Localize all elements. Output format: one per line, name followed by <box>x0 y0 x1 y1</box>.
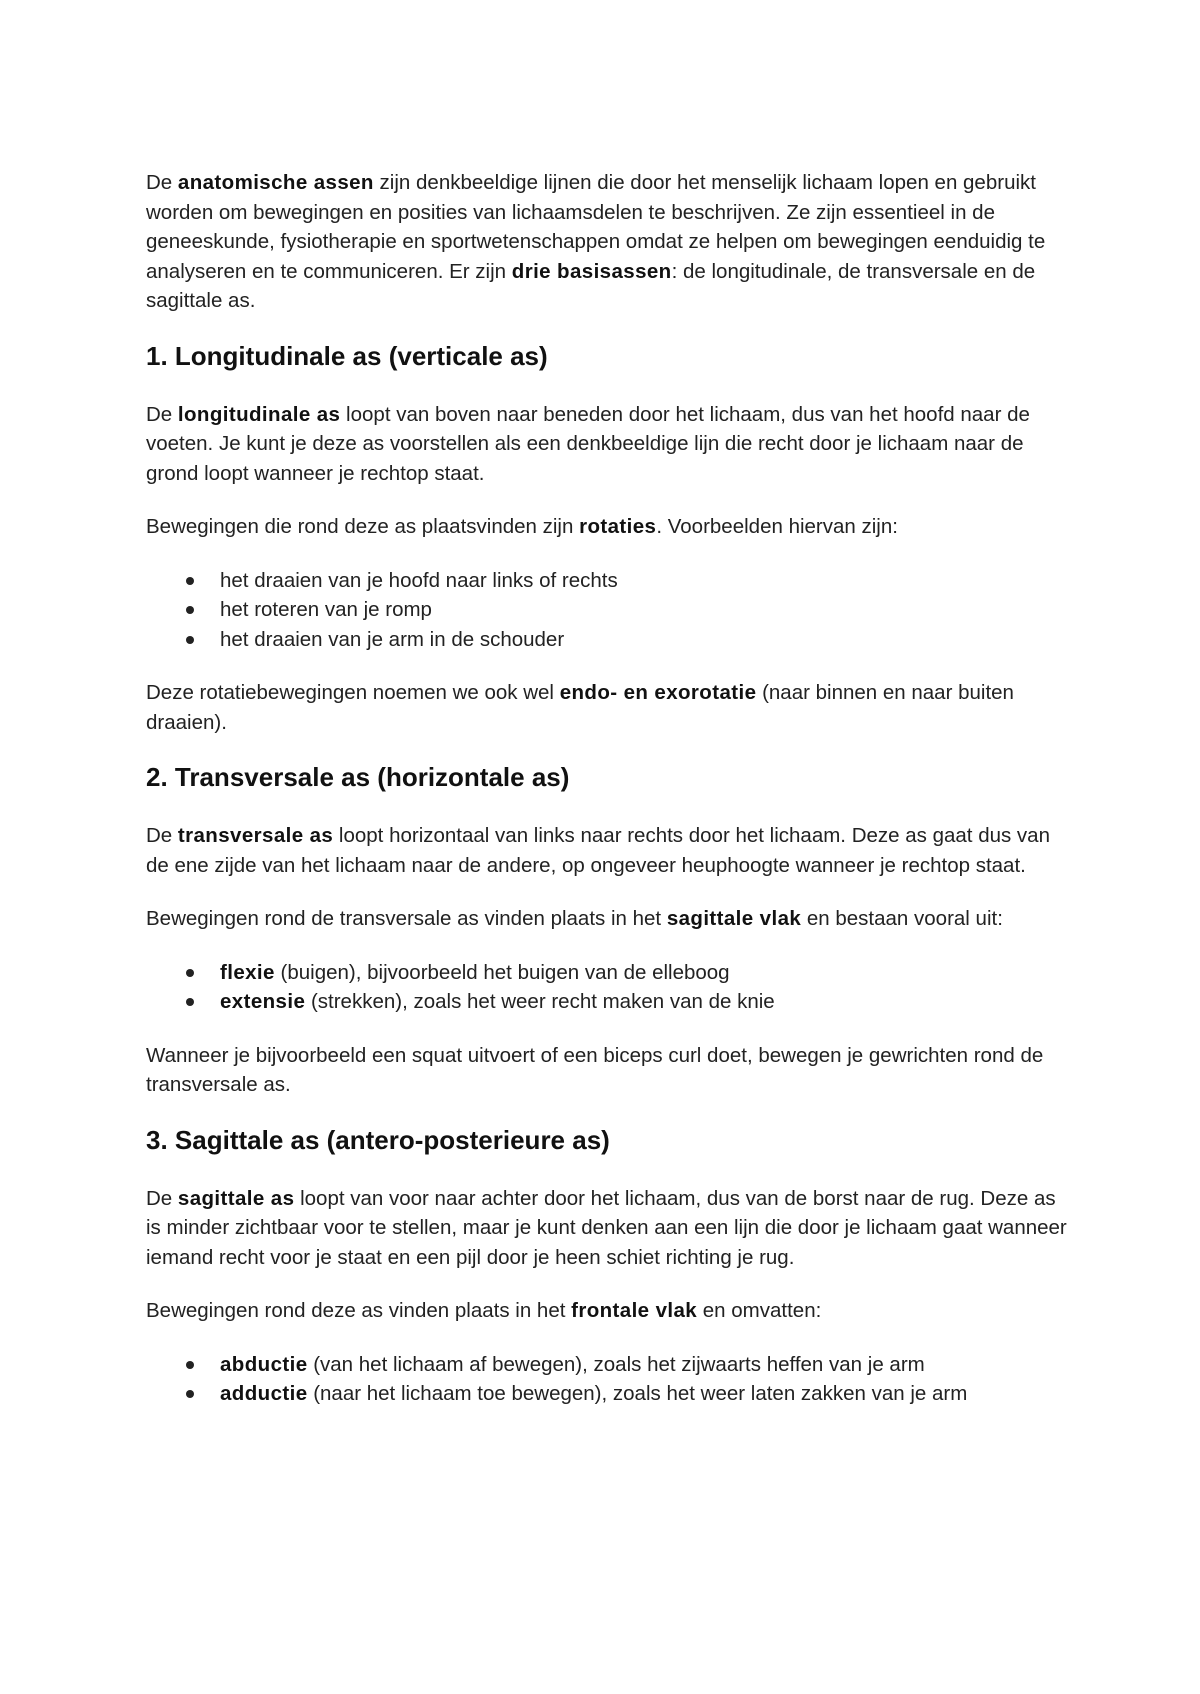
section-2-paragraph-1: De transversale as loopt horizontaal van links naar rechts door het lichaam. Deze as gaat dus van de ene zijde van het lichaam naar de andere, op ongeveer heuphoogte wanneer je rechtop staat. <box>146 824 1050 877</box>
section-3-heading: 3. Sagittale as (antero-posterieure as) <box>146 1124 610 1155</box>
intro-text: zijn denkbeeldige lijnen die door het menselijk lichaam lopen en gebruikt worden om bewegingen en posities van lichaamsdelen te beschrijven. Ze zijn essentieel in de geneeskunde, fysiotherapie en sportwetenschappen omdat ze helpen om bewegingen eenduidig te analyseren en te communiceren. Er zijn <box>146 171 1046 283</box>
list-item: het draaien van je hoofd naar links of rechts <box>146 566 1076 596</box>
section-2-paragraph-2: Bewegingen rond de transversale as vinden plaats in het sagittale vlak en bestaan vooral uit: <box>146 907 1003 930</box>
list-item: adductie (naar het lichaam toe bewegen), zoals het weer laten zakken van je arm <box>146 1379 1076 1409</box>
list-item: extensie (strekken), zoals het weer recht maken van de knie <box>146 987 1076 1017</box>
term-transversale-as: transversale as <box>177 824 334 847</box>
section-2-heading: 2. Transversale as (horizontale as) <box>146 762 570 792</box>
term-longitudinale-as: longitudinale as <box>177 402 341 426</box>
bullet-icon <box>186 636 194 644</box>
list-item: abductie (van het lichaam af bewegen), zoals het zijwaarts heffen van je arm <box>146 1350 1076 1380</box>
section-1-paragraph-1: De longitudinale as loopt van boven naar beneden door het lichaam, dus van het hoofd naar de voeten. Je kunt je deze as voorstellen als een denkbeeldige lijn die recht door je lichaam naar de grond loopt wanneer je rechtop staat. <box>146 402 1030 485</box>
term-rotaties: rotaties <box>579 515 657 538</box>
bullet-icon <box>186 577 194 585</box>
intro-term-drie-basisassen: drie basisassen <box>511 259 672 283</box>
bullet-icon <box>186 606 194 614</box>
bullet-icon <box>186 969 194 977</box>
term-frontale-vlak: frontale vlak <box>571 1299 698 1322</box>
section-1-heading: 1. Longitudinale as (verticale as) <box>146 340 548 371</box>
document-page <box>146 168 1076 1433</box>
section-3-paragraph-1: De sagittale as loopt van voor naar achter door het lichaam, dus van de borst naar de rug. Deze as is minder zichtbaar voor te stellen, maar je kunt denken aan een lijn die door je lichaam gaat wanneer iemand recht voor je staat en een pijl door je heen schiet richting je rug. <box>146 1186 1067 1269</box>
intro-text: De <box>146 171 178 194</box>
intro-paragraph <box>146 168 1076 316</box>
term-sagittale-vlak: sagittale vlak <box>666 907 802 930</box>
bullet-icon <box>186 1390 194 1398</box>
term-endo-exorotatie: endo- en exorotatie <box>559 681 757 704</box>
section-1-paragraph-2: Bewegingen die rond deze as plaatsvinden zijn rotaties. Voorbeelden hiervan zijn: <box>146 515 898 538</box>
list-item: het roteren van je romp <box>146 595 1076 625</box>
bullet-icon <box>186 998 194 1006</box>
list-item: flexie (buigen), bijvoorbeeld het buigen van de elleboog <box>146 958 1076 988</box>
intro-text: : de longitudinale, de transversale en de sagittale as. <box>146 259 1036 312</box>
term-sagittale-as: sagittale as <box>177 1186 295 1210</box>
list-item: het draaien van je arm in de schouder <box>146 625 1076 655</box>
section-3-paragraph-2: Bewegingen rond deze as vinden plaats in het frontale vlak en omvatten: <box>146 1299 822 1322</box>
intro-term-anatomische-assen: anatomische assen <box>177 171 374 194</box>
section-2-paragraph-3: Wanneer je bijvoorbeeld een squat uitvoert of een biceps curl doet, bewegen je gewrichten rond de transversale as. <box>146 1043 1044 1096</box>
section-2-list <box>146 958 1076 1017</box>
section-1-paragraph-3: Deze rotatiebewegingen noemen we ook wel endo- en exorotatie (naar binnen en naar buiten draaien). <box>146 681 1014 734</box>
section-1-list <box>146 566 1076 655</box>
section-3-list <box>146 1350 1076 1409</box>
bullet-icon <box>186 1361 194 1369</box>
